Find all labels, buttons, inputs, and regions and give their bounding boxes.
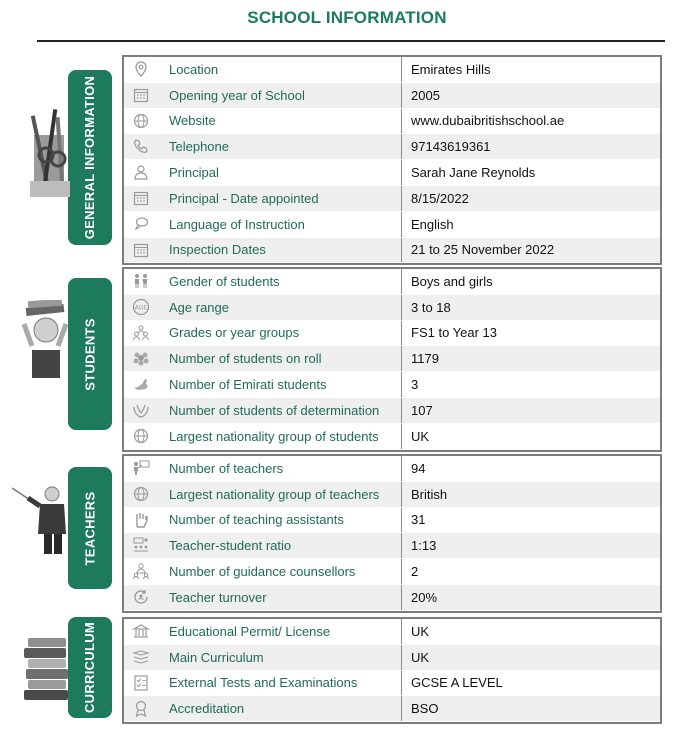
calendar-icon (132, 189, 150, 207)
curriculum-table (122, 617, 662, 724)
table-row (124, 295, 660, 321)
turnover-icon (132, 588, 150, 606)
row-value: UK (411, 623, 430, 639)
row-value: 8/15/2022 (411, 190, 469, 206)
table-row (124, 585, 660, 611)
section-tab-students (68, 278, 112, 430)
row-value: UK (411, 428, 430, 444)
row-label: Main Curriculum (169, 645, 402, 670)
row-label: Number of teachers (169, 456, 402, 481)
row-label: Principal - Date appointed (169, 186, 402, 211)
row-label: Grades or year groups (169, 321, 402, 346)
row-value: FS1 to Year 13 (411, 325, 498, 341)
counsellor-icon (132, 562, 150, 580)
table-row (124, 212, 660, 238)
row-value: Sarah Jane Reynolds (411, 165, 536, 181)
teacher-illustration (12, 482, 70, 554)
row-value: Emirates Hills (411, 61, 491, 77)
hand-icon (132, 511, 150, 529)
table-row (124, 269, 660, 295)
table-row (124, 238, 660, 264)
table-row (124, 671, 660, 697)
row-label: Website (169, 109, 402, 134)
svg-text:AGE: AGE (134, 304, 148, 312)
table-row (124, 533, 660, 559)
row-value: 20% (411, 589, 438, 605)
speech-bubble-icon (132, 215, 150, 233)
row-label: Number of guidance counsellors (169, 559, 402, 584)
checklist-icon (132, 674, 150, 692)
phone-icon (132, 137, 150, 155)
award-icon (132, 699, 150, 717)
table-row (124, 619, 660, 645)
table-row (124, 696, 660, 722)
row-label: Largest nationality group of teachers (169, 482, 402, 507)
row-value: www.dubaibritishschool.ae (411, 113, 565, 129)
row-label: Opening year of School (169, 83, 402, 108)
calendar-icon (132, 86, 150, 104)
row-value: Boys and girls (411, 273, 493, 289)
row-value: 1179 (411, 351, 439, 367)
row-value: 21 to 25 November 2022 (411, 242, 555, 258)
calendar-icon (132, 241, 150, 259)
row-value: 31 (411, 512, 426, 528)
section-label: STUDENTS (82, 317, 98, 391)
row-label: Largest nationality group of students (169, 424, 402, 449)
table-row (124, 109, 660, 135)
teachers-table (122, 454, 662, 613)
table-row (124, 186, 660, 212)
table-row (124, 482, 660, 508)
row-label: Telephone (169, 134, 402, 159)
section-label: TEACHERS (82, 491, 98, 565)
row-label: Educational Permit/ License (169, 619, 402, 644)
table-row (124, 160, 660, 186)
table-row (124, 134, 660, 160)
row-label: Number of students on roll (169, 346, 402, 371)
table-row (124, 83, 660, 109)
globe-icon (132, 427, 150, 445)
row-value: British (411, 486, 448, 502)
section-tab-teachers (68, 467, 112, 589)
row-value: 3 (411, 377, 419, 393)
stationery-illustration (30, 95, 78, 205)
globe-icon (132, 485, 150, 503)
table-row (124, 559, 660, 585)
row-value: GCSE A LEVEL (411, 675, 503, 691)
group-icon (132, 324, 150, 342)
title-divider (37, 40, 665, 42)
row-label: Age range (169, 295, 402, 320)
hands-icon (132, 401, 150, 419)
person-icon (132, 163, 150, 181)
general-information-table (122, 55, 662, 265)
row-value: 97143619361 (411, 139, 491, 155)
row-label: Number of Emirati students (169, 372, 402, 397)
row-label: Teacher-student ratio (169, 533, 402, 558)
row-label: Accreditation (169, 696, 402, 721)
gender-icon (132, 272, 150, 290)
students-table (122, 267, 662, 452)
row-label: Principal (169, 160, 402, 185)
row-value: English (411, 216, 454, 232)
table-row (124, 346, 660, 372)
table-row (124, 372, 660, 398)
uae-map-icon (132, 375, 150, 393)
row-value: 2 (411, 564, 419, 580)
row-label: Language of Instruction (169, 212, 402, 237)
row-label: External Tests and Examinations (169, 671, 402, 696)
table-row (124, 321, 660, 347)
row-label: Teacher turnover (169, 585, 402, 610)
row-value: BSO (411, 701, 439, 717)
student-illustration (20, 300, 70, 380)
table-row (124, 508, 660, 534)
table-row (124, 456, 660, 482)
globe-icon (132, 112, 150, 130)
row-value: 107 (411, 402, 433, 418)
table-row (124, 424, 660, 450)
row-label: Gender of students (169, 269, 402, 294)
table-row (124, 398, 660, 424)
section-label: GENERAL INFORMATION (82, 75, 98, 240)
teacher-board-icon (132, 459, 150, 477)
table-row (124, 57, 660, 83)
row-label: Number of teaching assistants (169, 508, 402, 533)
books-illustration (24, 636, 70, 702)
section-tab-curriculum (68, 617, 112, 718)
row-value: 94 (411, 460, 426, 476)
row-label: Location (169, 57, 402, 82)
row-label: Inspection Dates (169, 238, 402, 263)
table-row (124, 645, 660, 671)
row-value: 2005 (411, 87, 440, 103)
age-badge-icon (132, 298, 150, 316)
page-title: SCHOOL INFORMATION (247, 8, 447, 27)
section-label: CURRICULUM (82, 621, 98, 714)
row-value: 1:13 (411, 538, 437, 554)
location-pin-icon (132, 60, 150, 78)
row-value: 3 to 18 (411, 299, 451, 315)
books-icon (132, 648, 150, 666)
row-value: UK (411, 649, 430, 665)
building-icon (132, 622, 150, 640)
classroom-icon (132, 536, 150, 554)
crowd-icon (132, 349, 150, 367)
row-label: Number of students of determination (169, 398, 402, 423)
